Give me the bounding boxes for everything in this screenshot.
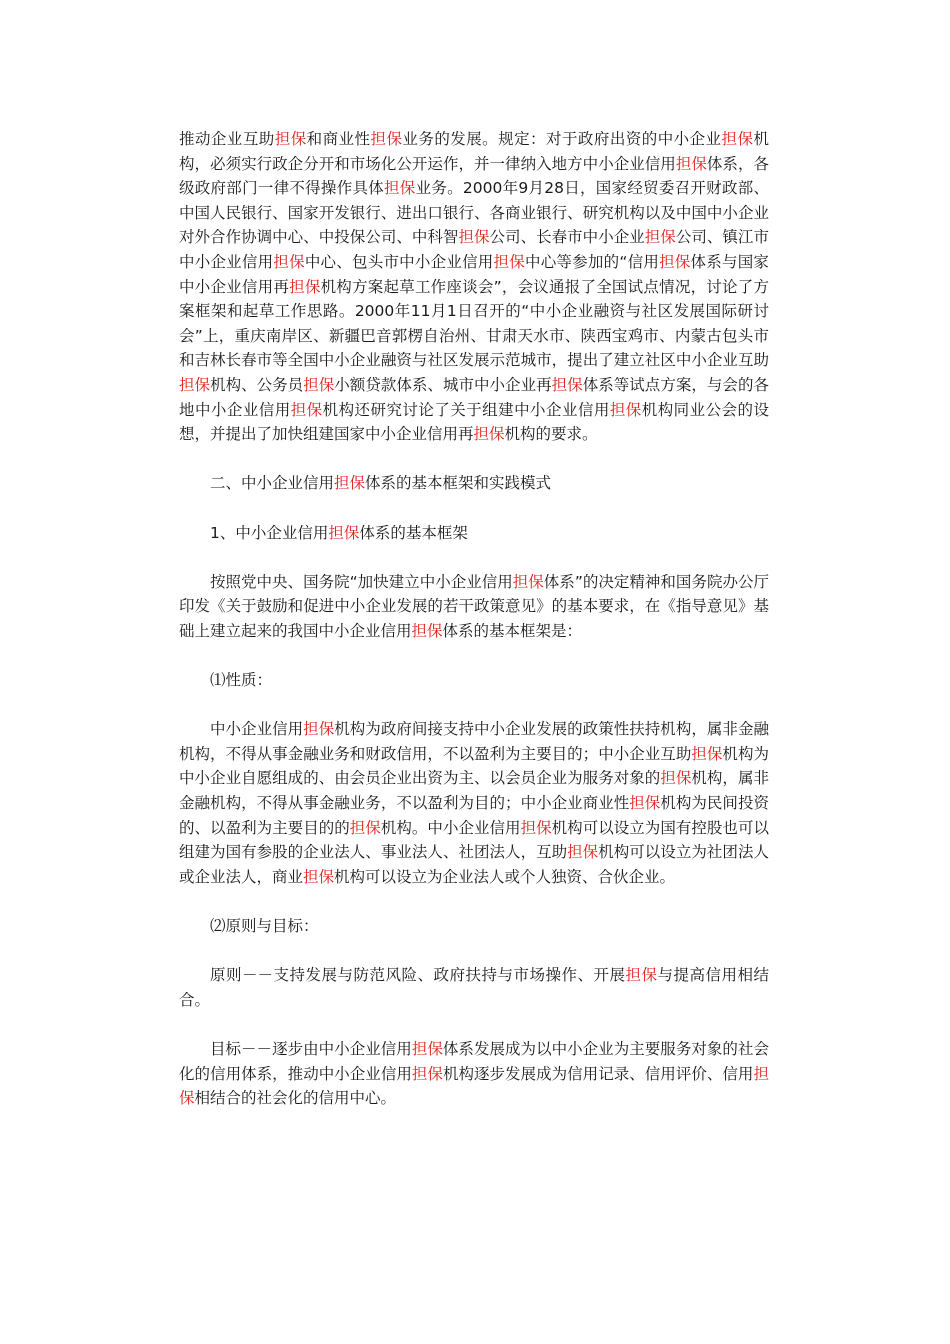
highlighted-keyword: 担保	[721, 130, 754, 148]
highlighted-keyword: 担保	[290, 400, 323, 419]
highlighted-keyword: 担保	[512, 572, 544, 591]
highlighted-keyword: 担保	[411, 1039, 443, 1058]
highlighted-keyword: 担保	[520, 818, 552, 837]
highlighted-keyword: 担保	[567, 843, 599, 862]
highlighted-keyword: 担保	[370, 130, 403, 148]
highlighted-keyword: 担保	[411, 621, 443, 640]
paragraph-spacer	[179, 545, 769, 570]
paragraph-spacer	[179, 447, 769, 472]
highlighted-keyword: 担保	[411, 1064, 443, 1083]
highlighted-keyword: 担保	[303, 375, 335, 394]
highlighted-keyword: 担保	[675, 154, 707, 173]
highlighted-keyword: 担保	[644, 228, 676, 247]
highlighted-keyword: 担保	[289, 277, 321, 296]
body-paragraph: 目标－－逐步由中小企业信用担保体系发展成为以中小企业为主要服务对象的社会化的信用体系，推动中小企业信用担保机构逐步发展成为信用记录、信用评价、信用担保相结合的社会化的信用中心。	[179, 1039, 769, 1108]
highlighted-keyword: 担保	[493, 252, 525, 271]
highlighted-keyword: 担保	[625, 966, 658, 985]
highlighted-keyword: 担保	[691, 744, 723, 763]
highlighted-keyword: 担保	[384, 179, 416, 198]
highlighted-keyword: 担保	[660, 769, 692, 788]
section-heading: 二、中小企业信用担保体系的基本框架和实践模式	[210, 474, 552, 493]
item-heading: ⑴性质：	[210, 671, 273, 690]
highlighted-keyword: 担保	[551, 375, 583, 394]
highlighted-keyword: 担保	[274, 130, 307, 148]
highlighted-keyword: 担保	[179, 1064, 769, 1108]
paragraph-spacer	[179, 1012, 769, 1037]
highlighted-keyword: 担保	[328, 523, 360, 542]
highlighted-keyword: 担保	[609, 400, 642, 419]
highlighted-keyword: 担保	[629, 794, 661, 813]
highlighted-keyword: 担保	[659, 252, 691, 271]
highlighted-keyword: 担保	[273, 252, 305, 271]
body-paragraph: 按照党中央、国务院“加快建立中小企业信用担保体系”的决定精神和国务院办公厅印发《关于鼓励和促进中小企业发展的若干政策意见》的基本要求，在《指导意见》基础上建立起来的我国中小企业信用担保体系的基本框架是：	[179, 572, 769, 640]
highlighted-keyword: 担保	[303, 867, 335, 886]
highlighted-keyword: 担保	[473, 425, 505, 444]
highlighted-keyword: 担保	[458, 228, 490, 247]
body-paragraph: 中小企业信用担保机构为政府间接支持中小企业发展的政策性扶持机构，属非金融机构，不得从事金融业务和财政信用，不以盈利为主要目的；中小企业互助担保机构为中小企业自愿组成的、由会员企业出资为主、以会员企业为服务对象的担保机构，属非金融机构，不得从事金融业务，不以盈利为目的；中小企业商业性担保机构为民间投资的、以盈利为主要目的的担保机构。中小企业信用担保机构可以设立为国有控股也可以组建为国有参股的企业法人、事业法人、社团法人，互助担保机构可以设立为社团法人或企业法人，商业担保机构可以设立为企业法人或个人独资、合伙企业。	[179, 720, 769, 886]
item-heading: ⑵原则与目标：	[210, 917, 319, 935]
document-page	[179, 127, 769, 1111]
highlighted-keyword: 担保	[179, 375, 211, 394]
subsection-heading: 1、中小企业信用担保体系的基本框架	[210, 523, 468, 542]
body-paragraph: 推动企业互助担保和商业性担保业务的发展。规定：对于政府出资的中小企业担保机构，必须实行政企分开和市场化公开运作，并一律纳入地方中小企业信用担保体系，各级政府部门一律不得操作具体担保业务。2000年9月28日，国家经贸委召开财政部、中国人民银行、国家开发银行、进出口银行、各商业银行、研究机构以及中国中小企业对外合作协调中心、中投保公司、中科智担保公司、长春市中小企业担保公司、镇江市中小企业信用担保中心、包头市中小企业信用担保中心等参加的“信用担保体系与国家中小企业信用再担保机构方案起草工作座谈会”，会议通报了全国试点情况，讨论了方案框架和起草工作思路。2000年11月1日召开的“中小企业融资与社区发展国际研讨会”上，重庆南岸区、新疆巴音郭楞自治州、甘肃天水市、陕西宝鸡市、内蒙古包头市和吉林长春市等全国中小企业融资与社区发展示范城市，提出了建立社区中小企业互助担保机构、公务员担保小额贷款体系、城市中小企业再担保体系等试点方案，与会的各地中小企业信用担保机构还研究讨论了关于组建中小企业信用担保机构同业公会的设想，并提出了加快组建国家中小企业信用再担保机构的要求。	[179, 130, 769, 444]
paragraph-spacer	[179, 889, 769, 914]
body-paragraph: 原则－－支持发展与防范风险、政府扶持与市场操作、开展担保与提高信用相结合。	[179, 966, 769, 1009]
paragraph-spacer	[179, 939, 769, 964]
highlighted-keyword: 担保	[303, 720, 335, 739]
paragraph-spacer	[179, 496, 769, 521]
paragraph-spacer	[179, 643, 769, 668]
highlighted-keyword: 担保	[334, 474, 366, 493]
paragraph-spacer	[179, 693, 769, 718]
highlighted-keyword: 担保	[349, 818, 381, 837]
